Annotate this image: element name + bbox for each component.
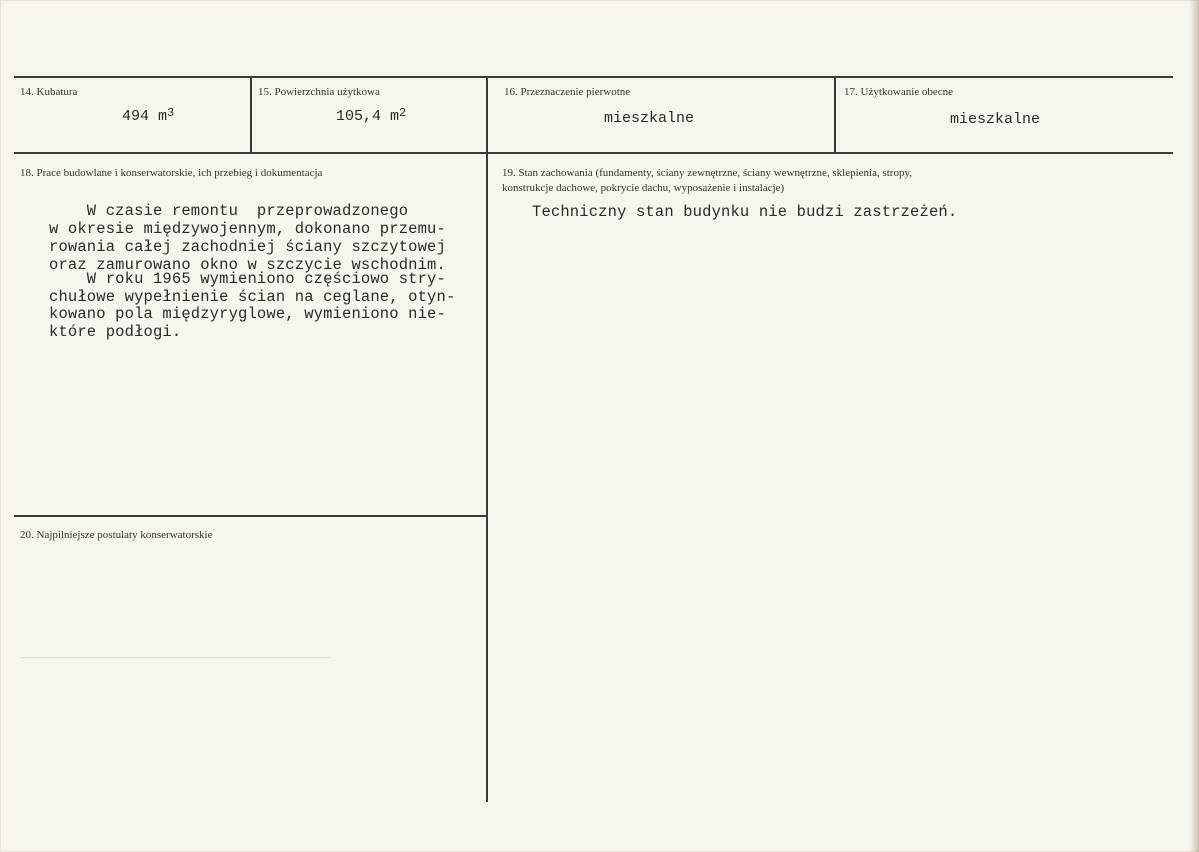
f19-label-line2: konstrukcje dachowe, pokrycie dachu, wyposażenie i instalacje) bbox=[502, 182, 785, 194]
f15-label: 15. Powierzchnia użytkowa bbox=[258, 86, 380, 98]
divider-15-16 bbox=[486, 77, 488, 153]
f15-value bbox=[336, 108, 406, 125]
f18-line: w okresie międzywojennym, dokonano przemu- bbox=[49, 220, 446, 238]
f18-bottom-rule bbox=[14, 515, 486, 517]
faint-guide-line bbox=[20, 657, 330, 658]
f14-value-text: 494 m bbox=[122, 108, 168, 125]
f18-line: chułowe wypełnienie ścian na ceglane, otyn- bbox=[49, 288, 456, 306]
f18-line: W czasie remontu przeprowadzonego bbox=[49, 202, 409, 220]
f17-value: mieszkalne bbox=[950, 111, 1041, 128]
divider-16-17 bbox=[834, 77, 836, 153]
f18-line: kowano pola międzyryglowe, wymieniono nie- bbox=[49, 305, 446, 323]
f20-label: 20. Najpilniejsze postulaty konserwatorskie bbox=[20, 529, 213, 541]
f14-label: 14. Kubatura bbox=[20, 86, 78, 98]
divider-14-15 bbox=[250, 77, 252, 153]
f19-value: Techniczny stan budynku nie budzi zastrzeżeń. bbox=[532, 203, 958, 221]
f16-label: 16. Przeznaczenie pierwotne bbox=[504, 86, 631, 98]
f18-line: W roku 1965 wymieniono częściowo stry- bbox=[49, 270, 446, 288]
f19-label-line1: 19. Stan zachowania (fundamenty, ściany zewnętrzne, ściany wewnętrzne, sklepienia, stropy, bbox=[502, 167, 913, 179]
divider-left-right-column bbox=[486, 153, 488, 802]
top-rule bbox=[14, 76, 1173, 78]
f17-label: 17. Użytkowanie obecne bbox=[844, 86, 954, 98]
f18-line: rowania całej zachodniej ściany szczytowej bbox=[49, 238, 446, 256]
row1-bottom-rule bbox=[14, 152, 1173, 154]
f14-unit-exponent: 3 bbox=[167, 106, 175, 120]
f16-value: mieszkalne bbox=[604, 110, 695, 127]
f18-line: oraz zamurowano okno w szczycie wschodnim. bbox=[49, 256, 446, 274]
f18-line: które podłogi. bbox=[49, 323, 182, 341]
f14-value bbox=[122, 108, 174, 125]
f18-label: 18. Prace budowlane i konserwatorskie, ich przebieg i dokumentacja bbox=[20, 167, 323, 179]
f15-value-text: 105,4 m bbox=[336, 108, 400, 125]
f15-unit-exponent: 2 bbox=[399, 106, 407, 120]
card-edge-shadow bbox=[1189, 0, 1199, 852]
